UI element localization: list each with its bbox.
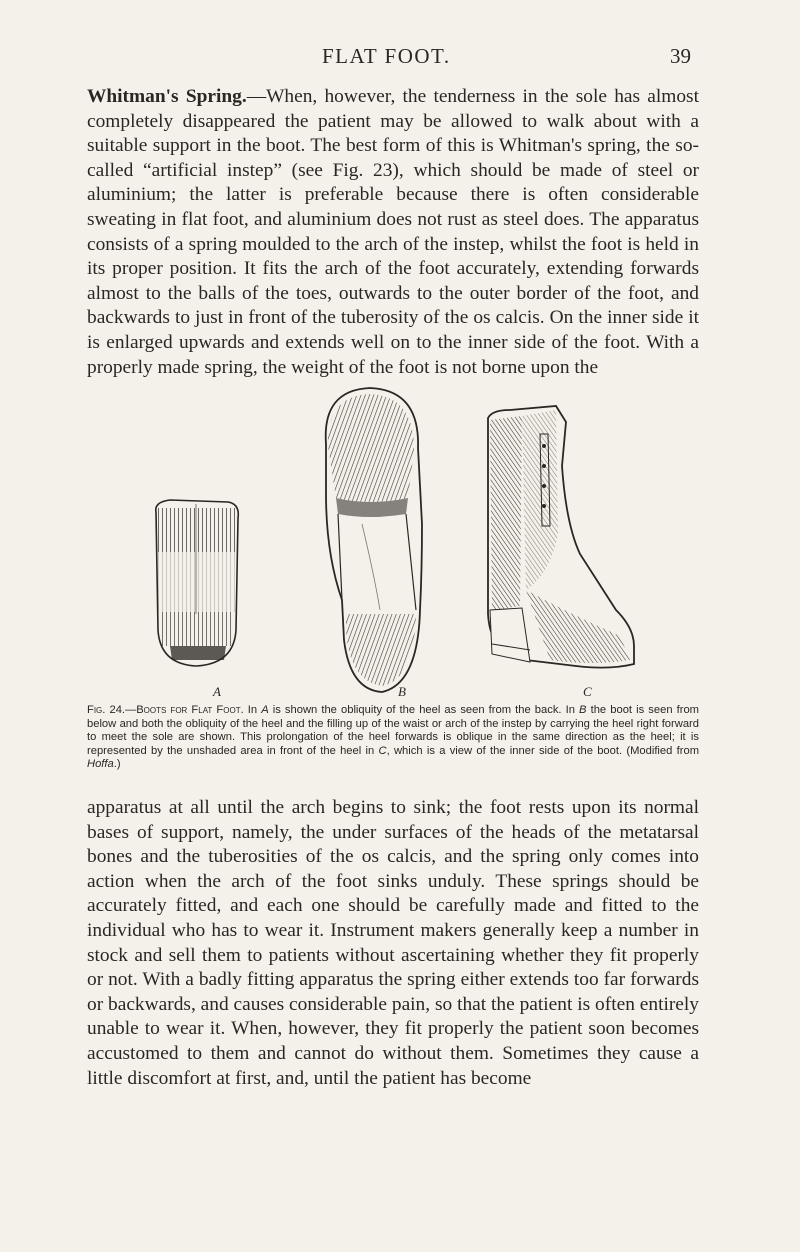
caption-text-1: In bbox=[243, 704, 262, 716]
boot-b-drawing bbox=[326, 388, 422, 692]
section-lead: Whitman's Spring. bbox=[87, 86, 247, 107]
boots-engraving bbox=[130, 374, 670, 694]
caption-text-2: is shown the obliquity of the heel as seen from the back. In bbox=[268, 704, 580, 716]
figure-caption bbox=[87, 704, 699, 772]
caption-text-4: , which is a view of the inner side of the boot. (Modified from bbox=[386, 744, 700, 757]
figure-caption-label: Fig. 24.—Boots for Flat Foot. bbox=[87, 704, 244, 716]
figure-letter-a: A bbox=[213, 684, 221, 699]
paragraph-whitmans-spring bbox=[87, 85, 699, 380]
boot-a-drawing bbox=[156, 500, 239, 666]
running-title: FLAT FOOT. bbox=[322, 44, 451, 68]
figure-boots-illustration bbox=[130, 374, 670, 694]
caption-ref-a: A bbox=[261, 704, 269, 716]
figure-letter-b: B bbox=[398, 684, 406, 699]
paragraph-1-text: —When, however, the tenderness in the sole has almost completely disappeared the patient may be allowed to walk about with a suitable support in the boot. The best form of this is Whitman's spring, the so-called “artificial instep” (see Fig. 23), which should be made of steel or aluminium; the latter is preferable because there is often considerable sweating in flat foot, and aluminium does not rust as steel does. The apparatus consists of a spring moulded to the arch of the instep, whilst the foot is held in its proper position. It fits the arch of the foot accurately, extending forwards almost to the balls of the toes, outwards to the outer border of the foot, and backwards to just in front of the tuberosity of the os calcis. On the inner side it is enlarged upwards and extends well on to the inner side of the foot. With a properly made spring, the weight of the foot is not borne upon the bbox=[87, 86, 699, 378]
caption-text-3: the boot is seen from below and both the obliquity of the heel and the filling up of the waist or arch of the instep by carrying the heel right forward to meet the sole are shown. This prolongation of the heel forwards is oblique in the same direction as the heel; it is represented by the unshaded area in front of the heel in bbox=[87, 704, 700, 757]
paragraph-apparatus: apparatus at all until the arch begins to sink; the foot rests upon its normal bases of support, namely, the under surfaces of the heads of the metatarsal bones and the tuberosities of the os calcis, and the spring only comes into action when the arch of the foot sinks unduly. These springs should be accurately fitted, and each one should be carefully made and fitted to the individual who has to wear it. Instrument makers generally keep a number in stock and sell them to patients without ascertaining whether they fit properly or not. With a badly fitting apparatus the spring either extends too far forwards or backwards, and causes considerable pain, so that the patient is often entirely unable to wear it. When, however, they fit properly the patient soon becomes accustomed to them and cannot do without them. Sometimes they cause a little discomfort at first, and, until the patient has become bbox=[87, 797, 699, 1089]
boot-c-drawing bbox=[488, 406, 634, 668]
caption-source: Hoffa bbox=[87, 758, 114, 771]
caption-ref-c: C bbox=[378, 744, 387, 757]
running-head bbox=[0, 44, 800, 76]
caption-ref-b: B bbox=[579, 704, 587, 716]
caption-text-5: .) bbox=[113, 758, 121, 771]
figure-letter-c: C bbox=[583, 684, 592, 699]
page-number: 39 bbox=[670, 44, 691, 68]
